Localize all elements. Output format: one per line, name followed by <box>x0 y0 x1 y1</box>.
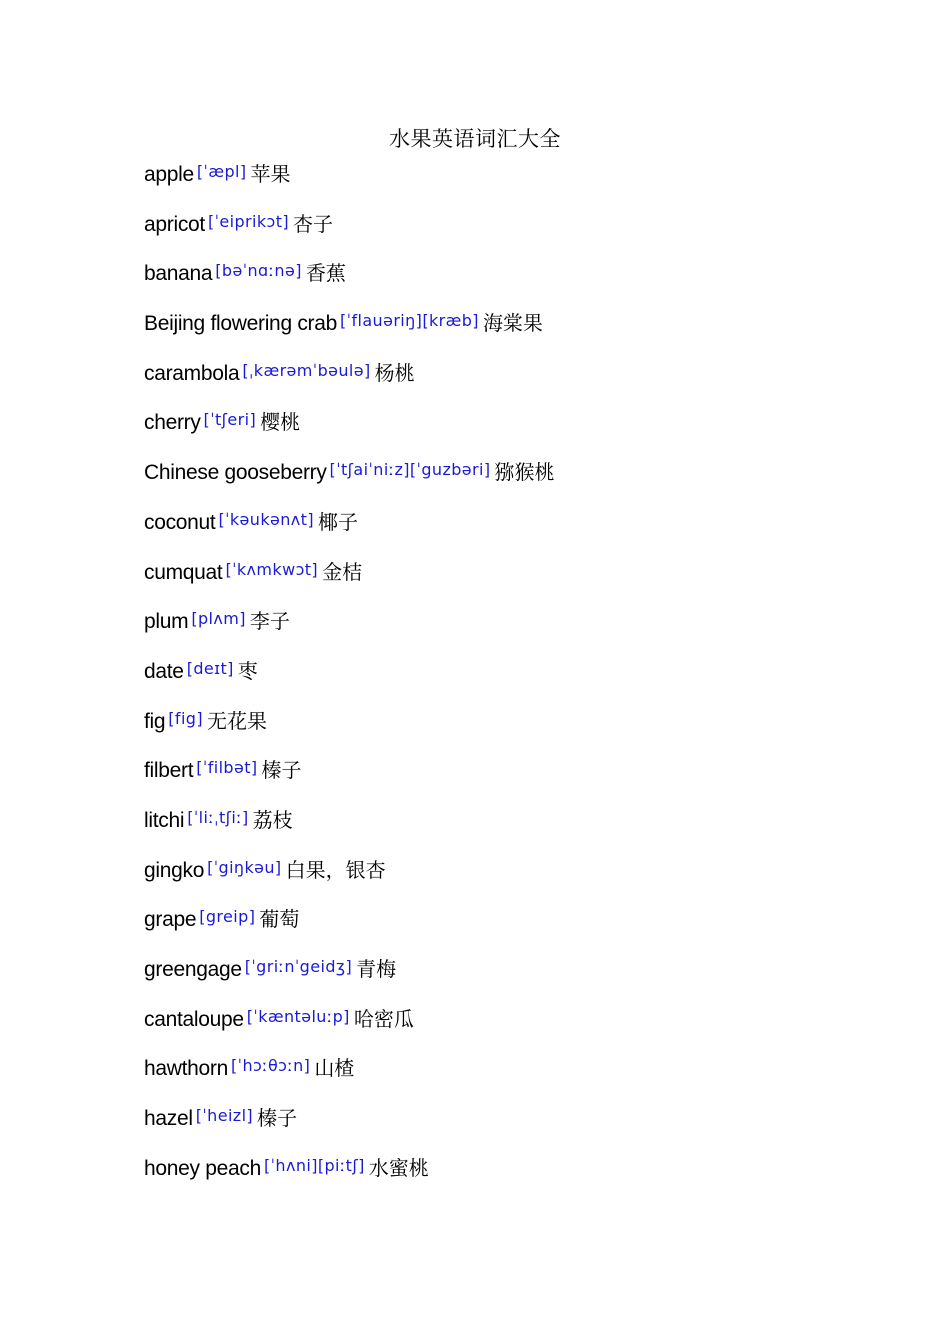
english-word: gingko <box>144 858 205 882</box>
chinese-translation: 哈密瓜 <box>353 1006 414 1031</box>
english-word: Beijing flowering crab <box>144 312 338 336</box>
english-word: date <box>144 659 184 683</box>
phonetic-transcription: [ˈkəukənʌt] <box>218 509 314 529</box>
phonetic-transcription: [ˈfilbət] <box>196 758 258 778</box>
chinese-translation: 椰子 <box>317 509 358 534</box>
vocab-entry <box>144 207 904 257</box>
chinese-translation: 葡萄 <box>259 907 300 932</box>
phonetic-transcription: [ˈliːˌtʃiː] <box>187 807 249 827</box>
phonetic-transcription: [ˈkʌmkwɔt] <box>225 559 319 579</box>
vocab-entry <box>144 1002 904 1052</box>
chinese-translation: 杏子 <box>293 211 334 236</box>
english-word: coconut <box>144 510 216 534</box>
phonetic-transcription: [fig] <box>168 708 203 728</box>
vocab-entry <box>144 1101 904 1151</box>
english-word: apricot <box>144 212 205 236</box>
chinese-translation: 猕猴桃 <box>494 460 555 485</box>
vocab-entry <box>144 952 904 1002</box>
english-word: cumquat <box>144 560 223 584</box>
phonetic-transcription: [ˈtʃaiˈniːz][ˈguzbəri] <box>329 460 491 480</box>
chinese-translation: 李子 <box>249 609 290 634</box>
english-word: fig <box>144 709 166 733</box>
vocabulary-list <box>144 157 904 1200</box>
vocab-entry <box>144 455 904 505</box>
vocab-entry <box>144 555 904 605</box>
vocab-entry <box>144 1051 904 1101</box>
english-word: greengage <box>144 958 242 981</box>
chinese-translation: 榛子 <box>257 1106 298 1131</box>
chinese-translation: 青梅 <box>356 957 397 981</box>
chinese-translation: 樱桃 <box>260 410 301 435</box>
english-word: cherry <box>144 411 201 435</box>
chinese-translation: 金桔 <box>322 559 363 584</box>
vocab-entry <box>144 803 904 853</box>
chinese-translation: 榛子 <box>261 758 302 783</box>
chinese-translation: 山楂 <box>314 1056 355 1081</box>
english-word: filbert <box>144 759 194 783</box>
phonetic-transcription: [ˈheizl] <box>195 1106 254 1126</box>
phonetic-transcription: [ˈkæntəluːp] <box>246 1006 350 1026</box>
english-word: litchi <box>144 808 185 832</box>
chinese-translation: 白果，银杏 <box>285 857 386 882</box>
vocab-entry <box>144 853 904 903</box>
chinese-translation: 水蜜桃 <box>368 1155 429 1180</box>
english-word: grape <box>144 908 197 932</box>
english-word: banana <box>144 262 213 286</box>
phonetic-transcription: [ˌkærəmˈbəulə] <box>242 360 371 380</box>
phonetic-transcription: [ˈtʃeri] <box>203 410 257 430</box>
vocab-entry <box>144 157 904 207</box>
chinese-translation: 杨桃 <box>374 360 415 385</box>
vocab-entry <box>144 704 904 754</box>
vocab-entry <box>144 405 904 455</box>
english-word: cantaloupe <box>144 1007 244 1031</box>
vocab-entry <box>144 604 904 654</box>
vocab-entry <box>144 902 904 952</box>
english-word: honey peach <box>144 1156 261 1180</box>
phonetic-transcription: [ˈeiprikɔt] <box>207 211 290 231</box>
english-word: apple <box>144 163 194 186</box>
english-word: hawthorn <box>144 1057 228 1081</box>
chinese-translation: 苹果 <box>250 162 291 186</box>
phonetic-transcription: [ˈgiŋkəu] <box>207 857 282 877</box>
phonetic-transcription: [ˈæpl] <box>196 162 247 181</box>
phonetic-transcription: [ˈflauəriŋ][kræb] <box>340 311 479 331</box>
phonetic-transcription: [ˈhɔːθɔːn] <box>231 1056 311 1076</box>
page-title: 水果英语词汇大全 <box>389 127 561 151</box>
chinese-translation: 无花果 <box>207 708 267 733</box>
english-word: Chinese gooseberry <box>144 461 327 485</box>
phonetic-transcription: [bəˈnɑːnə] <box>215 261 302 281</box>
english-word: hazel <box>144 1107 193 1131</box>
phonetic-transcription: [deɪt] <box>186 658 234 678</box>
phonetic-transcription: [ˈgriːnˈgeidʒ] <box>244 957 353 976</box>
phonetic-transcription: [plʌm] <box>191 609 246 629</box>
vocab-entry <box>144 753 904 803</box>
vocab-entry <box>144 306 904 356</box>
english-word: carambola <box>144 361 240 385</box>
chinese-translation: 海棠果 <box>482 311 543 336</box>
vocab-entry <box>144 256 904 306</box>
chinese-translation: 枣 <box>237 658 258 683</box>
english-word: plum <box>144 610 189 634</box>
phonetic-transcription: [ˈhʌni][piːtʃ] <box>263 1155 365 1175</box>
chinese-translation: 荔枝 <box>252 807 293 832</box>
vocab-entry <box>144 356 904 406</box>
phonetic-transcription: [greip] <box>199 907 256 927</box>
vocab-entry <box>144 505 904 555</box>
vocab-entry <box>144 1151 904 1201</box>
chinese-translation: 香蕉 <box>305 261 346 286</box>
vocab-entry <box>144 654 904 704</box>
